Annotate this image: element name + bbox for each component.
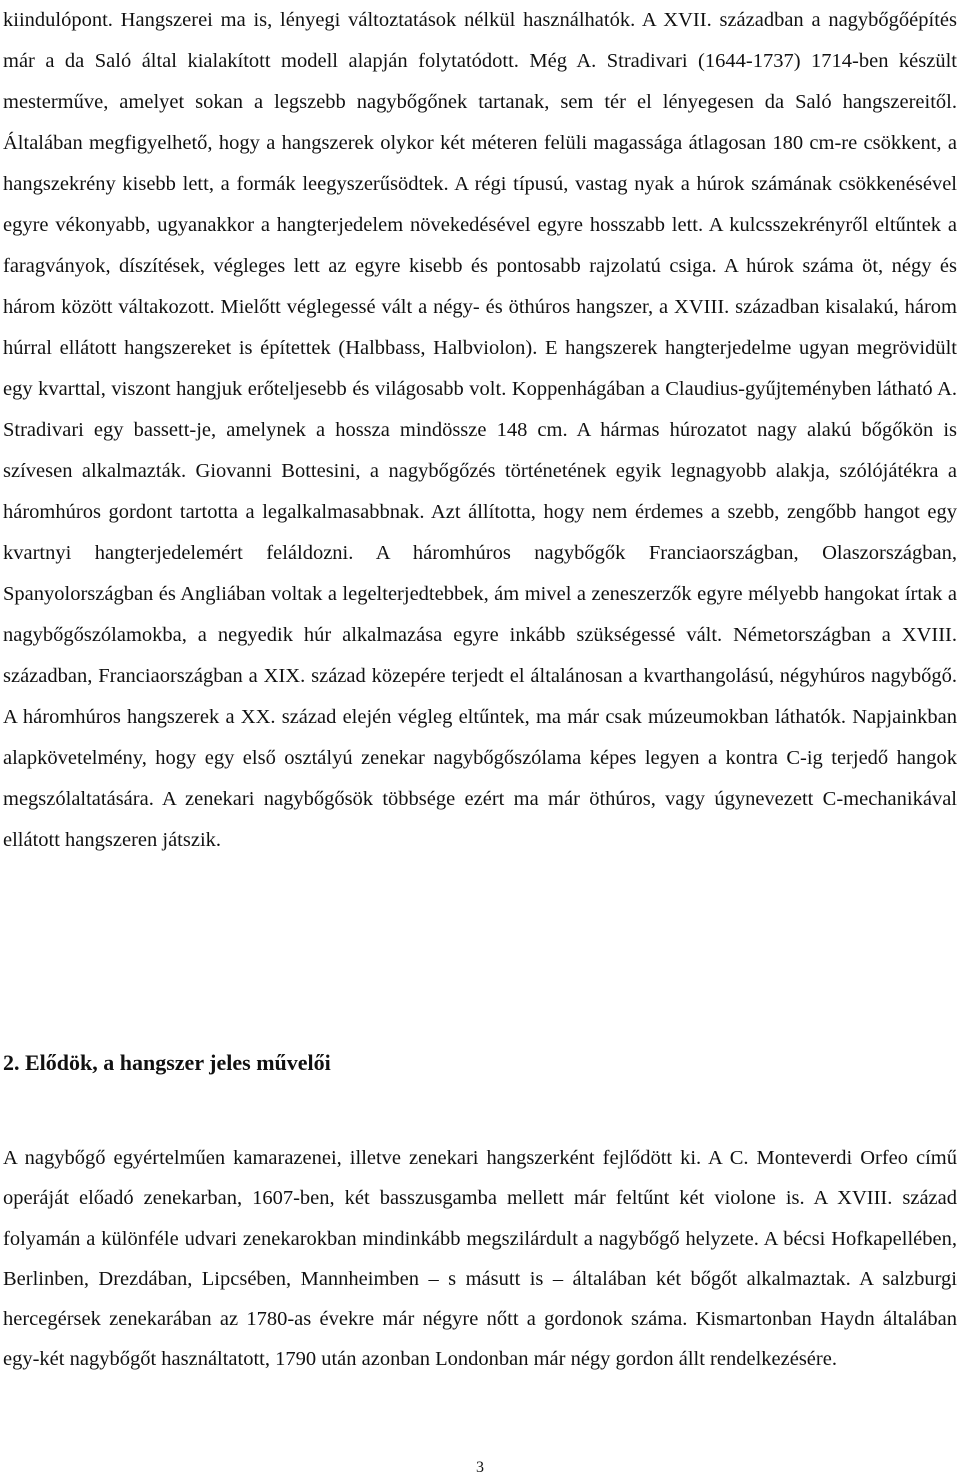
body-paragraph-history: kiindulópont. Hangszerei ma is, lényegi változtatások nélkül használhatók. A XVII. században a nagybőgőépítés már a da Saló által kialakított modell alapján folytatódott. Még A. Stradivari (1644-1737) 1714-ben készült mesterműve, amelyet sokan a legszebb nagybőgőnek tartanak, sem tér el lényegesen da Saló hangszereitől. Általában megfigyelhető, hogy a hangszerek olykor két méteren felüli magassága átlagosan 180 cm-re csökkent, a hangszekrény kisebb lett, a formák leegyszerűsödtek. A régi típusú, vastag nyak a húrok számának csökkenésével egyre vékonyabb, ugyanakkor a hangterjedelem növekedésével egyre hosszabb lett. A kulcsszekrényről eltűntek a faragványok, díszítések, végleges lett az egyre kisebb és pontosabb rajzolatú csiga. A húrok száma öt, négy és három között váltakozott. Mielőtt véglegessé vált a négy- és öthúros hangszer, a XVIII. században kisalakú, három húrral ellátott hangszereket is építettek (Halbbass, Halbviolon). E hangszerek hangterjedelme ugyan megrövidült egy kvarttal, viszont hangjuk erőteljesebb és világosabb volt. Koppenhágában a Claudius-gyűjteményben látható A. Stradivari egy bassett-je, amelynek a hossza mindössze 148 cm. A hármas húrozatot nagy alakú bőgőkön is szívesen alkalmazták. Giovanni Bottesini, a nagybőgőzés történetének egyik legnagyobb alakja, szólójátékra a háromhúros gordont tartotta a legalkalmasabbnak. Azt állította, hogy nem érdemes a szebb, zengőbb hangot egy kvartnyi hangterjedelemért feláldozni. A háromhúros nagybőgők Franciaországban, Olaszországban, Spanyolországban és Angliában voltak a legelterjedtebbek, ám mivel a zeneszerzők egyre mélyebb hangokat írtak a nagybőgőszólamokba, a negyedik húr alkalmazása egyre inkább szükségessé vált. Németországban a XVIII. században, Franciaországban a XIX. század közepére terjedt el általánosan a kvarthangolású, négyhúros nagybőgő. A háromhúros hangszerek a XX. század elején végleg eltűntek, ma már csak múzeumokban láthatók. Napjainkban alapkövetelmény, hogy egy első osztályú zenekar nagybőgőszólama képes legyen a kontra C-ig terjedő hangok megszólaltatására. A zenekari nagybőgősök többsége ezért ma már öthúros, vagy úgynevezett C-mechanikával ellátott hangszeren játszik. <box>3 9 957 851</box>
page-number: 3 <box>476 1459 484 1476</box>
body-paragraph-predecessors: A nagybőgő egyértelműen kamarazenei, illetve zenekari hangszerként fejlődött ki. A C. Monteverdi Orfeo című operáját előadó zenekarban, 1607-ben, két basszusgamba mellett már feltűnt két violone is. A XVIII. század folyamán a különféle udvari zenekarokban mindinkább megszilárdult a nagybőgő helyzete. A bécsi Hofkapellében, Berlinben, Drezdában, Lipcsében, Mannheimben – s másutt is – általában két bőgőt alkalmaztak. A salzburgi hercegérsek zenekarában az 1780-as évekre már négyre nőtt a gordonok száma. Kismartonban Haydn általában egy-két nagybőgőt használtatott, 1790 után azonban Londonban már négy gordon állt rendelkezésére. <box>3 1147 957 1371</box>
section-heading: 2. Elődök, a hangszer jeles művelői <box>3 1050 331 1075</box>
